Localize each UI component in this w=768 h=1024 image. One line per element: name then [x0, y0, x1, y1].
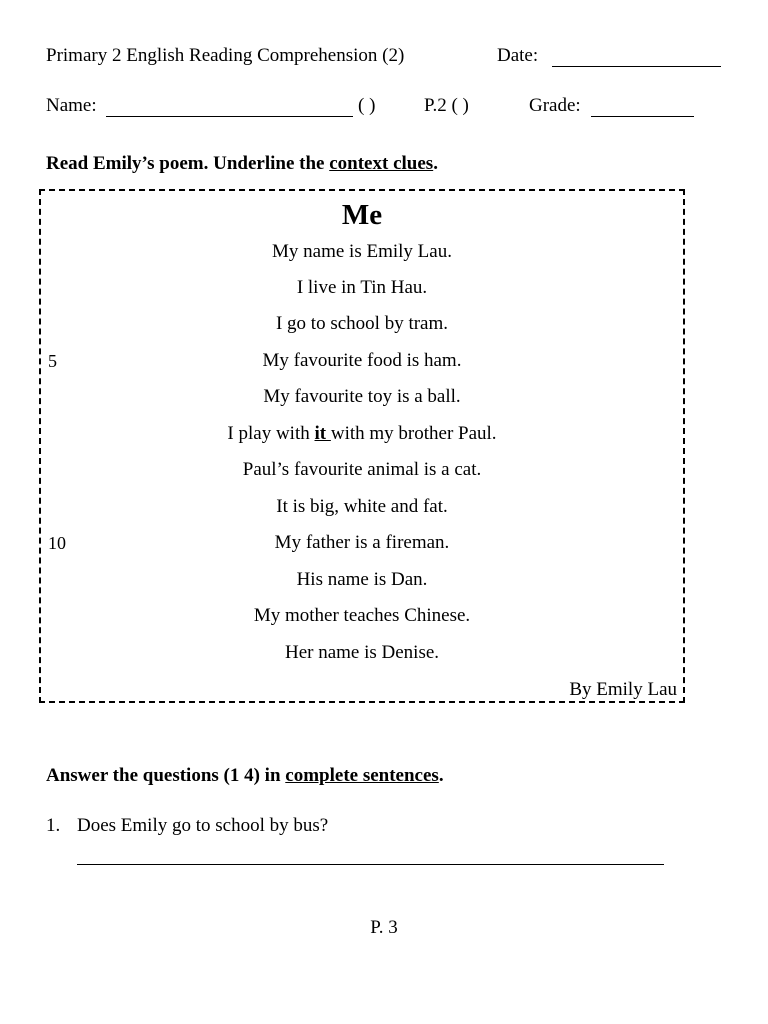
page-number: P. 3	[370, 917, 398, 938]
poem-line-text: with my brother Paul.	[330, 423, 497, 444]
grade-label: Grade:	[529, 95, 581, 116]
questions-instruction-suffix: .	[438, 765, 444, 786]
poem-line: I live in Tin Hau.	[296, 277, 428, 298]
instruction-suffix: .	[433, 153, 438, 174]
name-label: Name:	[46, 95, 97, 116]
poem-title: Me	[341, 199, 383, 231]
grade-field[interactable]	[591, 98, 694, 117]
poem-line: His name is Dan.	[296, 569, 428, 590]
class-number-field[interactable]: ( )	[358, 95, 376, 116]
date-field[interactable]	[552, 48, 721, 67]
questions-instruction-underlined: complete sentences	[285, 765, 439, 786]
poem-author: By Emily Lau	[569, 679, 677, 700]
line-number: 10	[48, 533, 66, 553]
poem-line: My name is Emily Lau.	[272, 241, 452, 262]
poem-line: Her name is Denise.	[284, 642, 440, 663]
poem-line: My favourite food is ham.	[262, 350, 462, 371]
poem-box	[39, 189, 685, 703]
poem-line: Paul’s favourite animal is a cat.	[242, 459, 482, 480]
poem-line: It is big, white and fat.	[276, 496, 448, 517]
questions-instruction-text: Answer the questions (1 4) in	[46, 765, 286, 786]
poem-line: I go to school by tram.	[275, 313, 449, 334]
line-number: 5	[48, 351, 57, 371]
name-field[interactable]	[106, 98, 353, 117]
instruction-underlined: context clues	[329, 153, 434, 174]
poem-line-text: I play with	[227, 423, 315, 444]
poem-line: My mother teaches Chinese.	[253, 605, 471, 626]
date-label: Date:	[497, 45, 539, 66]
question-text: Does Emily go to school by bus?	[77, 815, 329, 836]
answer-field[interactable]	[77, 847, 664, 865]
poem-line: My father is a fireman.	[274, 532, 450, 553]
poem-instruction	[46, 153, 438, 175]
poem-line: My favourite toy is a ball.	[263, 386, 461, 407]
underlined-clue: it	[314, 423, 331, 444]
questions-instruction	[46, 765, 444, 787]
question-number: 1.	[46, 815, 61, 836]
instruction-text: Read Emily’s poem. Underline the	[46, 153, 330, 174]
class-field[interactable]: P.2 ( )	[424, 95, 469, 116]
worksheet-title: Primary 2 English Reading Comprehension (2)	[46, 45, 405, 66]
poem-line	[41, 423, 683, 445]
